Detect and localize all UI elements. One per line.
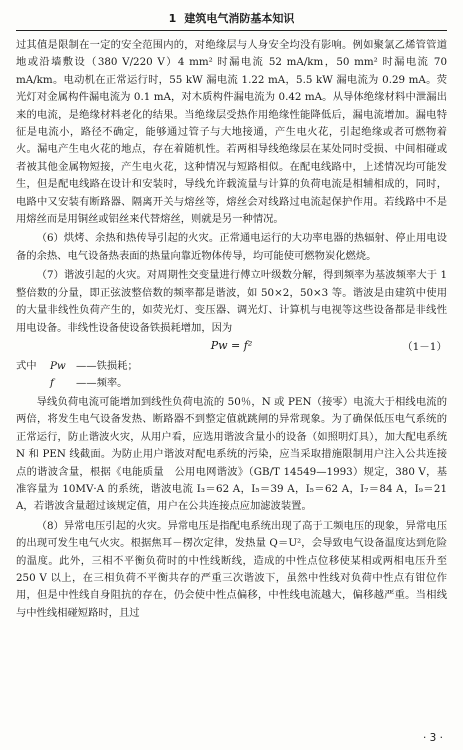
- where-lead: 式中: [16, 359, 37, 372]
- paragraph: 过其值是限制在一定的安全范围内的，对绝缘层与人身安全均没有影响。例如聚氯乙烯管管道地或沿墙敷设（380 V/220 V）4 mm² 时漏电流 52 mA/km，50 mm² 时漏电流 70 mA/km。电动机在正常运行时，55 kW 漏电流 1.22 mA，5.5 kW 漏电流为 0.29 mA。荧光灯对金属构件漏电流为 0.1 mA，对木质构件漏电流为 0.42 mA。从导体绝缘材料中泄漏出来的电流，是绝缘材料老化的结果。当绝缘层受热作用绝缘性能降低后，漏电流增加。漏电特征是电流小，路径不确定，能够通过管子与大地接通，产生电火花，引起绝缘或者可燃物着火。漏电产生电火花的地点，存在着随机性。若两相导线绝缘层在某处同时受损、中间相碰或者被其他金属物短接，产生电火花，这种情况与短路相似。在配电线路中，上述情况均可能发生，但是配电线路在设计和安装时，导线允许载流量与计算的负荷电流是相辅相成的，同时，电路中又安装有断路器、隔离开关与熔丝等，熔丝会对线路过电流起保护作用。若线路中不是用熔丝而是用铜丝或铝丝来代替熔丝，则就是另一种情况。: [16, 39, 447, 226]
- paragraph: （7）谐波引起的火灾。对周期性交变量进行傅立叶级数分解，得到频率为基波频率大于 1 整倍数的分量，即正弦波整倍数的频率都是谐波，如 50×2，50×3 等。谐波是由建筑中使用的大量非线性负荷产生的，如荧光灯、变压器、调光灯、计算机与电视等这些设备都是非线性用电设备。非线性设备使设备铁损耗增加，因为: [16, 269, 447, 334]
- paragraph: 导线负荷电流可能增加到线性负荷电流的 50％，N 或 PEN（接零）电流大于相线电流的两倍，将发生电气设备发热、断路器不到整定值就跳闸的异常现象。为了确保低压电气系统的正常运行，防止谐波火灾，从用户看，应选用谐波含量小的设备（如照明灯具），加大配电系统 N 和 PEN 线截面。为防止用户谐波对配电系统的污染，应当采取措施限制用户注入公共连接点的谐波含量，根据《电能质量 公用电网谐波》（GB/T 14549—1993）规定，380 V，基准容量为 10MV·A 的系统，谐波电流 I₃＝62 A，I₅＝39 A，I₅＝62 A，I₇＝84 A，I₉＝21 A，若谐波含量超过该规定值，用户在公共连接点应加滤波装置。: [16, 395, 447, 513]
- paragraph: （8）异常电压引起的火灾。异常电压是指配电系统出现了高于工频电压的现象，异常电压的出现可发生电气火灾。根据焦耳－楞次定律，发热量 Q＝U²，会导致电气设备温度达到危险的温度。此外，三相不平衡负荷时的中性线断线，造成的中性点位移使某相或两相电压升至 250 V 以上，在三相负荷不平衡共存的严重三次谐波下，虽然中性线对负荷中性点有钳位作用，但是中性线自身阻抗的存在，仍会使中性点偏移，中性线电流越大，偏移越严重。当相线与中性线相碰短路时，且过: [16, 519, 447, 619]
- symbol: f: [50, 376, 54, 389]
- symbol-desc: ——频率。: [76, 376, 128, 389]
- symbol-desc: ——铁损耗；: [76, 359, 138, 372]
- body-text: [16, 37, 447, 622]
- page-number: · 3 ·: [422, 732, 443, 744]
- running-header: [16, 10, 447, 31]
- symbol-definition: [16, 358, 447, 375]
- symbol: Pw: [50, 359, 66, 372]
- chapter-title: 建筑电气消防基本知识: [184, 12, 295, 25]
- chapter-number: 1: [168, 12, 177, 25]
- formula-expression: Pw = f²: [210, 338, 253, 352]
- where-lead: [16, 375, 50, 392]
- symbol-definition: [16, 375, 447, 392]
- paragraph: （6）烘烤、余热和热传导引起的火灾。正常通电运行的大功率电器的热辐射、停止用电设备的余热、电气设备热表面的热量向靠近物体传导，均可能使可燃物炭化燃烧。: [16, 232, 447, 262]
- formula: [16, 339, 447, 357]
- formula-number: （1－1）: [402, 340, 447, 353]
